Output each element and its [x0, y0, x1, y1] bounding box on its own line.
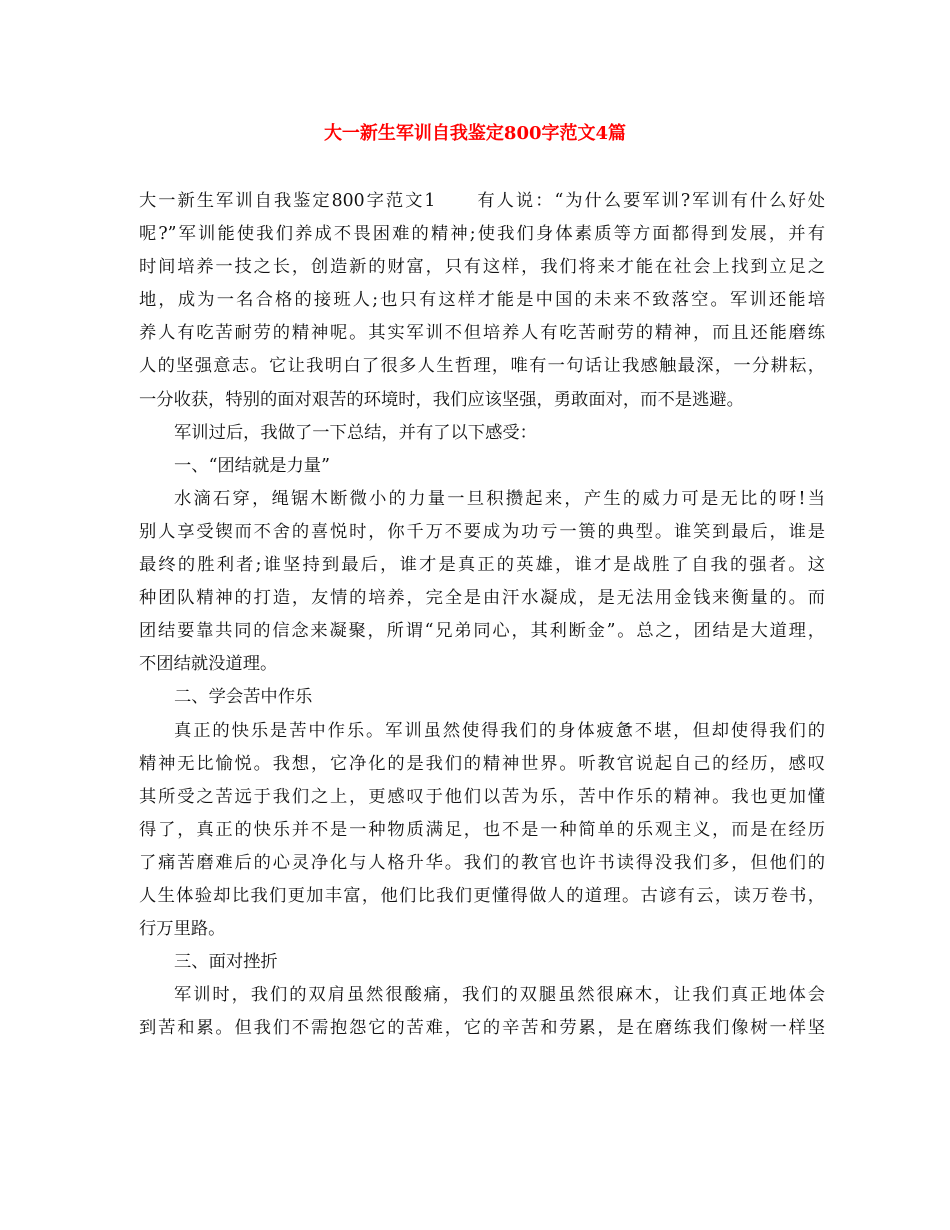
paragraph-line: 到苦和累。但我们不需抱怨它的苦难，它的辛苦和劳累，是在磨练我们像树一样坚 — [139, 1018, 825, 1039]
section-heading: 一、“团结就是力量” — [174, 455, 330, 476]
paragraph-line: 人生体验却比我们更加丰富，他们比我们更懂得做人的道理。古谚有云，读万卷书， — [139, 885, 825, 906]
paragraph-line: 人的坚强意志。它让我明白了很多人生哲理，唯有一句话让我感触最深，一分耕耘， — [139, 356, 825, 377]
paragraph-line: 时间培养一技之长，创造新的财富，只有这样，我们将来才能在社会上找到立足之 — [139, 257, 825, 278]
paragraph-line: 养人有吃苦耐劳的精神呢。其实军训不但培养人有吃苦耐劳的精神，而且还能磨练 — [139, 323, 825, 344]
document-title: 大一新生军训自我鉴定800字范文4篇 — [323, 123, 627, 144]
paragraph-line: 种团队精神的打造，友情的培养，完全是由汗水凝成，是无法用金钱来衡量的。而 — [139, 588, 825, 609]
section-heading: 二、学会苦中作乐 — [174, 687, 313, 708]
paragraph-line: 水滴石穿，绳锯木断微小的力量一旦积攒起来，产生的威力可是无比的呀!当 — [174, 488, 825, 509]
paragraph-line: 精神无比愉悦。我想，它净化的是我们的精神世界。听教官说起自己的经历，感叹 — [139, 753, 825, 774]
paragraph-line: 真正的快乐是苦中作乐。军训虽然使得我们的身体疲惫不堪，但却使得我们的 — [174, 720, 825, 741]
paragraph-line: 了痛苦磨难后的心灵净化与人格升华。我们的教官也许书读得没我们多，但他们的 — [139, 852, 825, 873]
paragraph-line: 别人享受锲而不舍的喜悦时，你千万不要成为功亏一篑的典型。谁笑到最后，谁是 — [139, 521, 825, 542]
paragraph-text: 有人说：“为什么要军训?军训有什么好处 — [475, 191, 825, 211]
paragraph-line: 一分收获，特别的面对艰苦的环境时，我们应该坚强，勇敢面对，而不是逃避。 — [139, 389, 744, 410]
paragraph-line — [139, 185, 825, 218]
paragraph-line: 最终的胜利者;谁坚持到最后，谁才是真正的英雄，谁才是战胜了自我的强者。这 — [139, 555, 825, 576]
paragraph-line: 团结要靠共同的信念来凝聚，所谓“兄弟同心，其利断金”。总之，团结是大道理， — [139, 621, 825, 642]
paragraph-line: 军训过后，我做了一下总结，并有了以下感受： — [174, 422, 537, 443]
paragraph-line: 军训时，我们的双肩虽然很酸痛，我们的双腿虽然很麻木，让我们真正地体会 — [174, 985, 825, 1006]
section-heading: 三、面对挫折 — [174, 952, 278, 973]
paragraph-line: 行万里路。 — [139, 919, 226, 940]
section-heading-inline: 大一新生军训自我鉴定800字范文1 — [139, 191, 436, 211]
paragraph-line: 地，成为一名合格的接班人;也只有这样才能是中国的未来不致落空。军训还能培 — [139, 290, 825, 311]
paragraph-line: 不团结就没道理。 — [139, 654, 278, 675]
paragraph-line: 其所受之苦远于我们之上，更感叹于他们以苦为乐，苦中作乐的精神。我也更加懂 — [139, 786, 825, 807]
paragraph-line: 呢?”军训能使我们养成不畏困难的精神;使我们身体素质等方面都得到发展，并有 — [139, 224, 825, 245]
paragraph-line: 得了，真正的快乐并不是一种物质满足，也不是一种简单的乐观主义，而是在经历 — [139, 819, 825, 840]
document-body — [139, 185, 825, 1045]
